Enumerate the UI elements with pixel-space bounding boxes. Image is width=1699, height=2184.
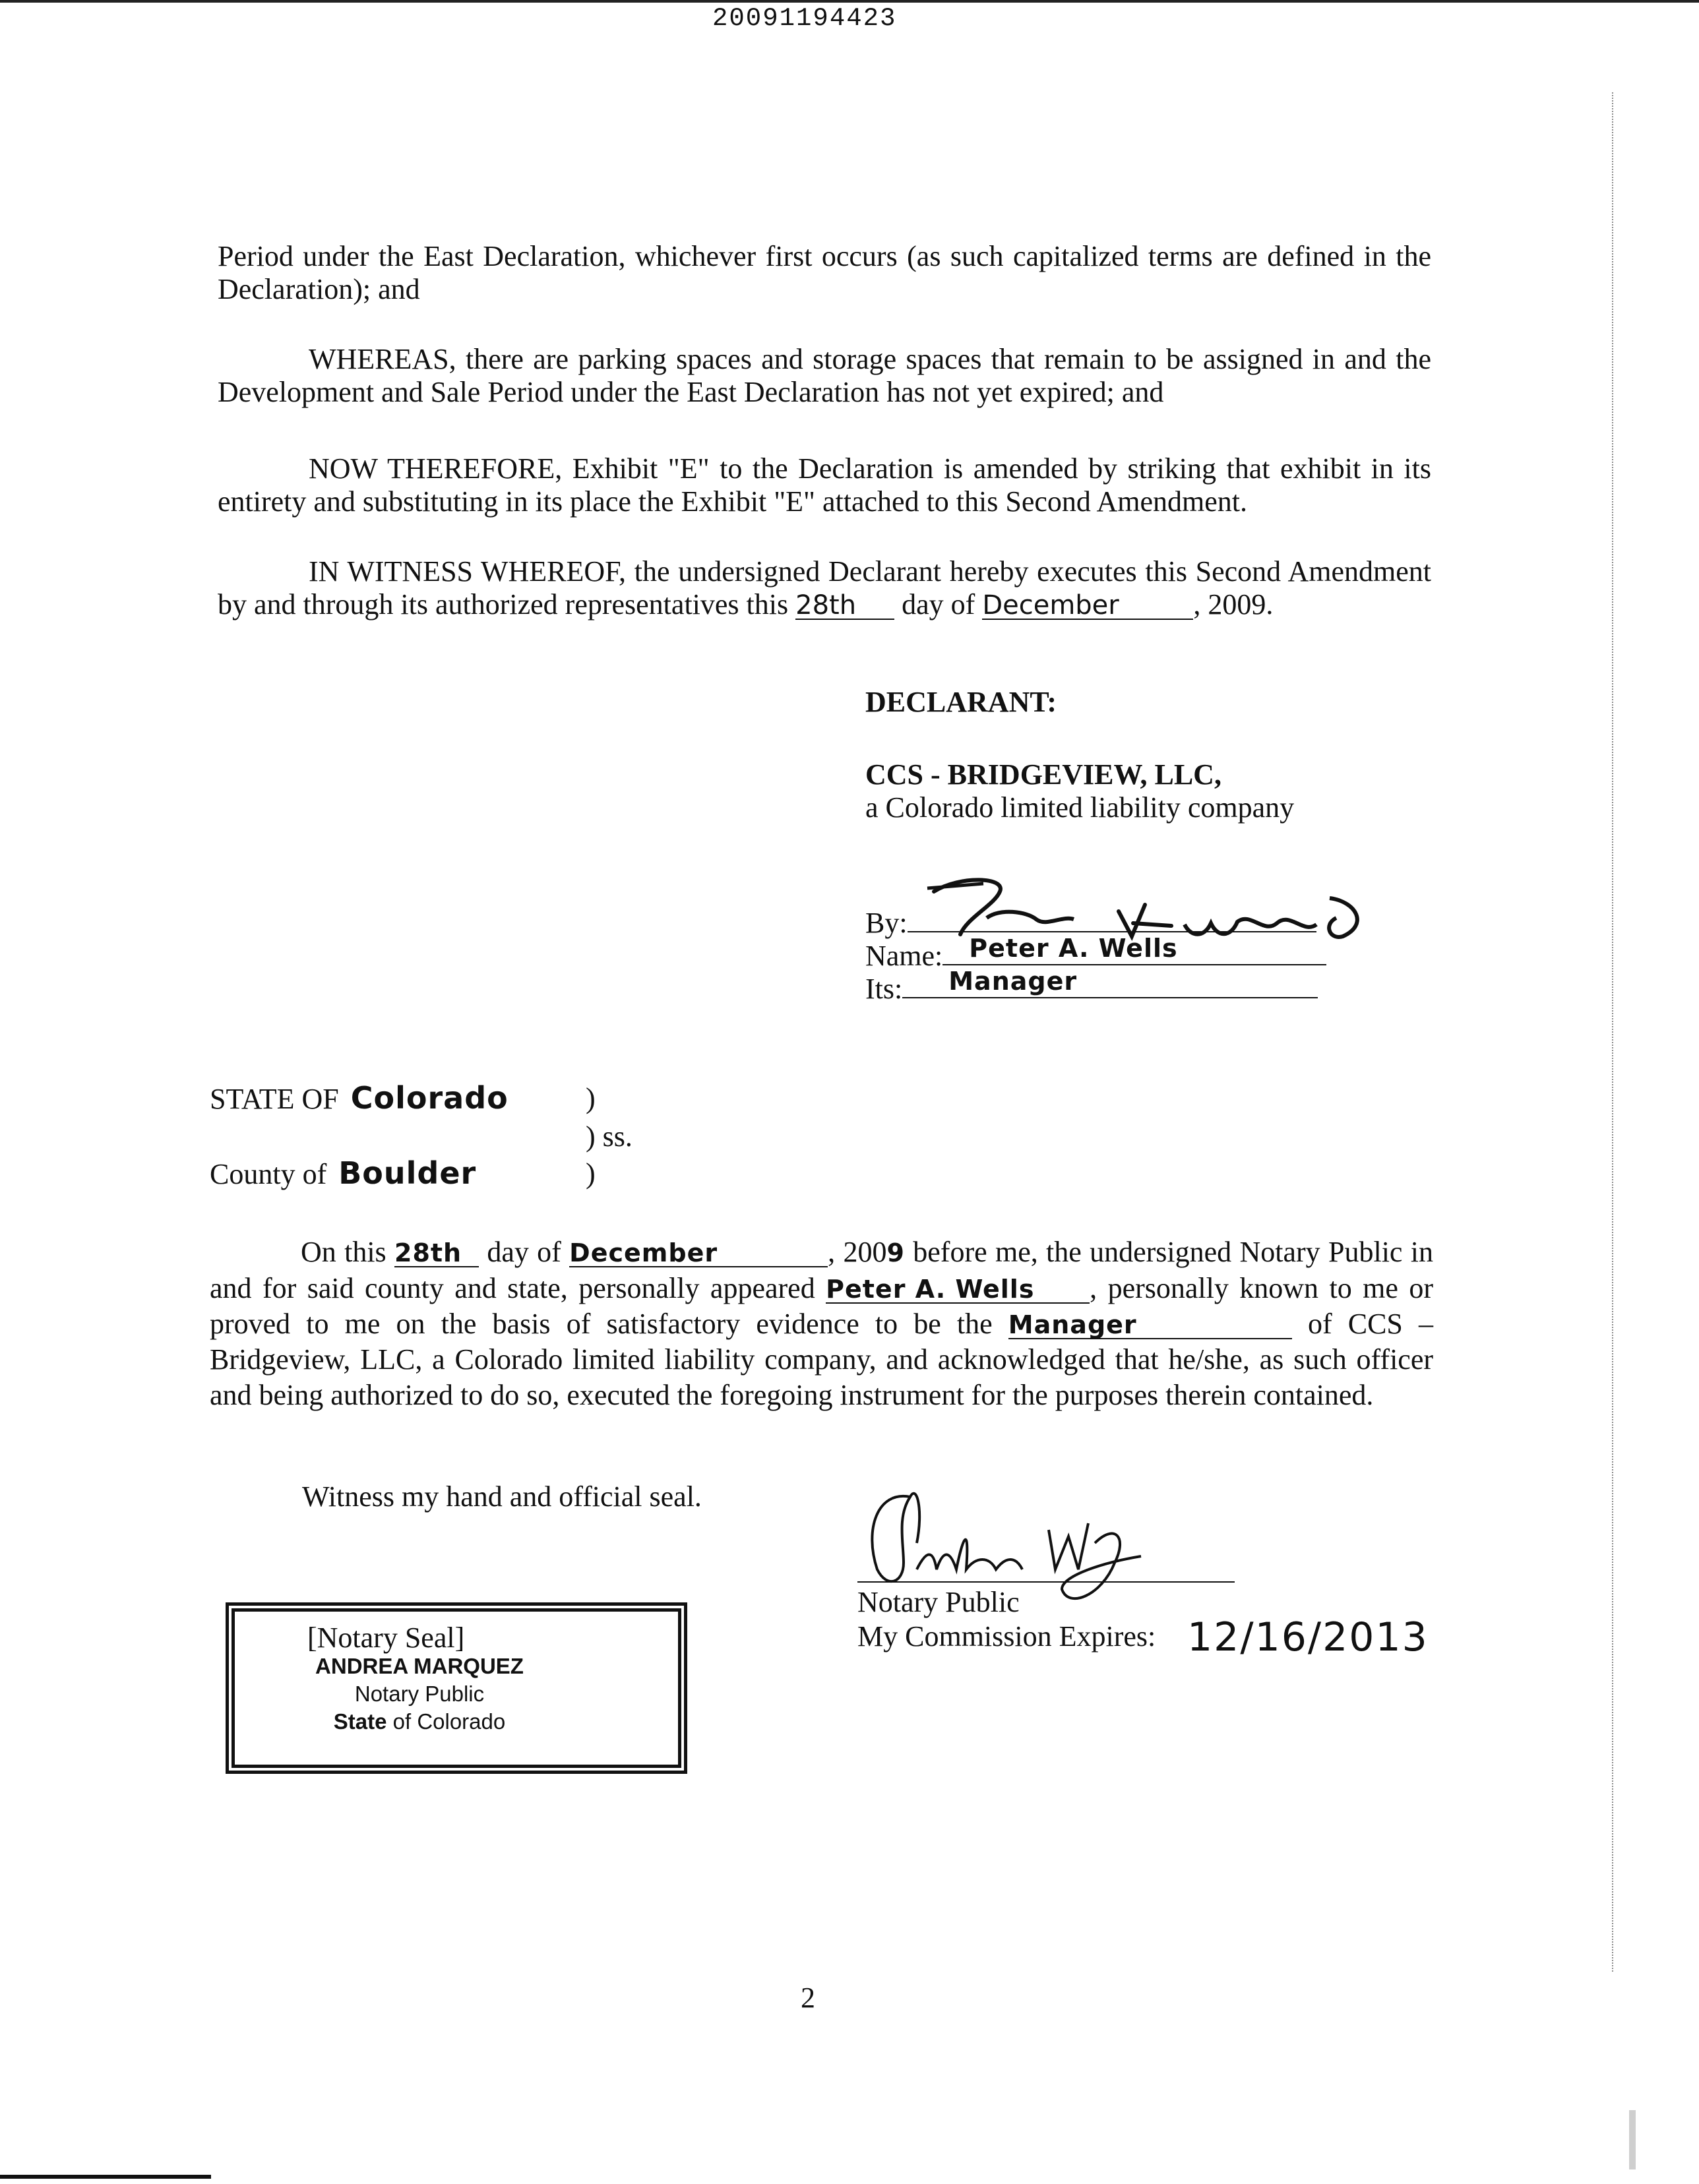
recording-number: 20091194423 bbox=[712, 4, 897, 33]
execution-day-field bbox=[795, 592, 894, 620]
name-value: Peter A. Wells bbox=[969, 934, 1178, 963]
seal-state-rest: of Colorado bbox=[392, 1709, 506, 1734]
execution-year-text: , 2009. bbox=[1193, 588, 1274, 621]
its-value: Manager bbox=[948, 967, 1078, 996]
notary-signature-line bbox=[857, 1581, 1235, 1583]
county-value: Boulder bbox=[338, 1155, 477, 1191]
now-therefore-paragraph: NOW THEREFORE, Exhibit "E" to the Declaration is amended by striking that exhibit in its entirety and substituting in its place the Exhibit "E" attached to this Second Amendment. bbox=[218, 452, 1431, 518]
execution-day-value: 28th bbox=[795, 590, 857, 621]
ack-year-prefix: , 200 bbox=[828, 1236, 887, 1268]
ack-person-field bbox=[826, 1276, 1090, 1304]
county-label: County of bbox=[210, 1158, 327, 1190]
scan-margin-line bbox=[1612, 92, 1613, 1972]
declarant-heading: DECLARANT: bbox=[865, 686, 1057, 718]
ack-title-value: Manager bbox=[1008, 1310, 1137, 1339]
notary-seal-stamp bbox=[226, 1602, 687, 1774]
notary-public-label: Notary Public bbox=[857, 1586, 1020, 1618]
scan-edge-mark bbox=[1629, 2110, 1636, 2169]
commission-expires-label: My Commission Expires: bbox=[857, 1620, 1156, 1653]
its-label: Its: bbox=[865, 973, 903, 1005]
ack-day-of-text: day of bbox=[487, 1236, 561, 1268]
acknowledgment-paragraph bbox=[210, 1234, 1433, 1413]
venue-ss: ) ss. bbox=[586, 1120, 633, 1153]
company-description: a Colorado limited liability company bbox=[865, 791, 1295, 824]
by-label: By: bbox=[865, 907, 908, 939]
ack-text-2: , personally known to me or proved to me on the basis of satisfactory evidence to be the bbox=[210, 1272, 1433, 1340]
ack-text-3: of CCS – Bridgeview, LLC, a Colorado limited liability company, and acknowledged that he/she, as such officer and being authorized to do so, executed the foregoing instrument for the purposes therein contained. bbox=[210, 1308, 1434, 1411]
ack-person-value: Peter A. Wells bbox=[826, 1275, 1035, 1304]
name-field bbox=[865, 934, 1326, 973]
by-signature-line bbox=[908, 905, 1316, 932]
recital-paragraph: Period under the East Declaration, whichever first occurs (as such capitalized terms are defined in the Declaration); and bbox=[218, 240, 1431, 305]
ack-day-field bbox=[394, 1240, 479, 1267]
ack-month-value: December bbox=[569, 1238, 718, 1267]
seal-notary-title: Notary Public bbox=[354, 1682, 485, 1706]
name-label: Name: bbox=[865, 940, 943, 972]
state-value: Colorado bbox=[350, 1080, 509, 1116]
execution-month-field bbox=[982, 592, 1193, 620]
ack-year-digit: 9 bbox=[886, 1238, 905, 1267]
state-label: STATE OF bbox=[210, 1083, 339, 1115]
ack-day-value: 28th bbox=[394, 1238, 462, 1267]
seal-state bbox=[235, 1708, 604, 1736]
execution-month-value: December bbox=[982, 590, 1119, 621]
day-of-text: day of bbox=[902, 588, 975, 621]
its-line bbox=[902, 967, 1318, 998]
seal-notary-name: ANDREA MARQUEZ bbox=[315, 1654, 524, 1678]
ack-month-field bbox=[569, 1240, 828, 1267]
in-witness-paragraph bbox=[218, 555, 1431, 621]
ack-text-1: before me, the undersigned Notary Public in and for said county and state, personally appeared bbox=[210, 1236, 1434, 1304]
notary-seal-label: [Notary Seal] bbox=[307, 1622, 465, 1654]
venue-paren: ) bbox=[586, 1082, 596, 1114]
seal-state-word: State bbox=[333, 1709, 387, 1734]
company-name: CCS - BRIDGEVIEW, LLC, bbox=[865, 758, 1221, 791]
its-field bbox=[865, 967, 1318, 1006]
whereas-paragraph: WHEREAS, there are parking spaces and storage spaces that remain to be assigned in and the Development and Sale Period under the East Declaration has not yet expired; and bbox=[218, 343, 1431, 408]
commission-expires-date: 12/16/2013 bbox=[1187, 1614, 1429, 1660]
declarant-block bbox=[865, 686, 1459, 824]
venue-state bbox=[210, 1080, 509, 1116]
notary-signature-icon bbox=[851, 1471, 1260, 1602]
ack-title-field bbox=[1008, 1312, 1292, 1339]
page-number: 2 bbox=[801, 1982, 815, 2014]
name-line bbox=[942, 934, 1326, 965]
venue-paren: ) bbox=[586, 1157, 596, 1190]
on-this-text: On this bbox=[301, 1236, 386, 1268]
witness-line: Witness my hand and official seal. bbox=[302, 1480, 702, 1513]
venue-county bbox=[210, 1155, 476, 1191]
scan-edge-mark bbox=[0, 2175, 211, 2179]
in-witness-text: IN WITNESS WHEREOF, the undersigned Declarant hereby executes this Second Amendment by and through its authorized representatives this bbox=[218, 555, 1431, 621]
top-border-rule bbox=[0, 0, 1699, 3]
